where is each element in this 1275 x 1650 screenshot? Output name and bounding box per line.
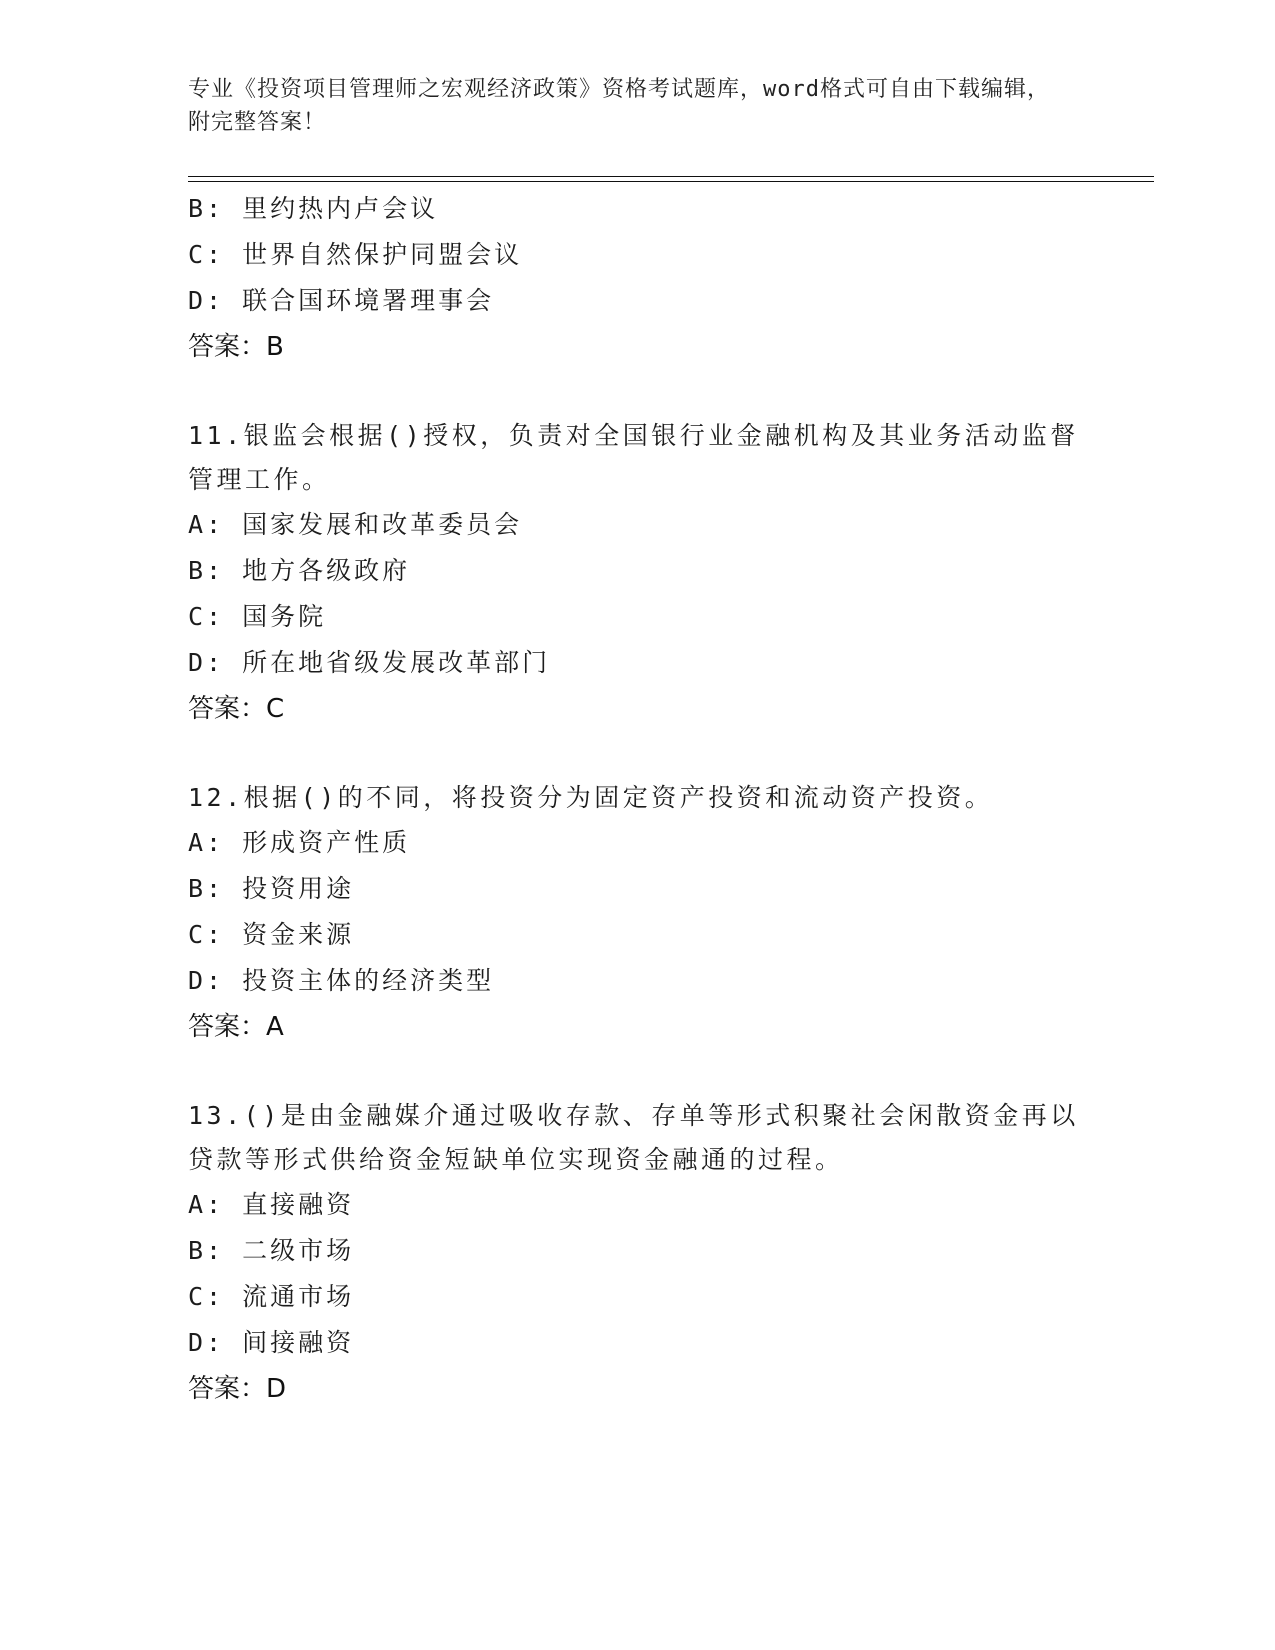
option-c: C: 世界自然保护同盟会议: [188, 240, 523, 269]
option-b: B: 二级市场: [188, 1236, 355, 1265]
question-13: [188, 1094, 1088, 1412]
question-stem-line-1: 11.银监会根据()授权，负责对全国银行业金融机构及其业务活动监督: [188, 421, 1079, 450]
spacer: [188, 732, 1088, 776]
spacer: [188, 370, 1088, 414]
option-a: A: 直接融资: [188, 1190, 355, 1219]
question-12: [188, 776, 1088, 1050]
option-c: C: 资金来源: [188, 920, 355, 949]
answer-line: 答案：C: [188, 694, 285, 724]
option-c: C: 国务院: [188, 602, 327, 631]
header-intro: 专业《投资项目管理师之宏观经济政策》资格考试题库，word格式可自由下载编辑，附完整答案！: [188, 77, 1050, 135]
option-b: B: 地方各级政府: [188, 556, 411, 585]
header-rule-bottom: [188, 181, 1154, 182]
question-stem-line-1: 13.()是由金融媒介通过吸收存款、存单等形式积聚社会闲散资金再以: [188, 1101, 1079, 1130]
question-stem-line-2: 管理工作。: [188, 465, 331, 494]
question-stem-line-2: 贷款等形式供给资金短缺单位实现资金融通的过程。: [188, 1145, 844, 1174]
option-d: D: 所在地省级发展改革部门: [188, 648, 551, 677]
option-d: D: 联合国环境署理事会: [188, 286, 495, 315]
question-stem-line-1: 12.根据()的不同，将投资分为固定资产投资和流动资产投资。: [188, 783, 994, 812]
spacer: [188, 1050, 1088, 1094]
answer-line: 答案：D: [188, 1374, 287, 1404]
answer-line: 答案：B: [188, 332, 284, 362]
option-b: B: 投资用途: [188, 874, 355, 903]
option-a: A: 形成资产性质: [188, 828, 411, 857]
option-d: D: 间接融资: [188, 1328, 355, 1357]
header-rule-top: [188, 176, 1154, 177]
option-b: B: 里约热内卢会议: [188, 194, 439, 223]
option-c: C: 流通市场: [188, 1282, 355, 1311]
question-list: [188, 186, 1088, 1412]
option-d: D: 投资主体的经济类型: [188, 966, 495, 995]
question-10-tail: [188, 186, 1088, 370]
option-a: A: 国家发展和改革委员会: [188, 510, 523, 539]
question-11: [188, 414, 1088, 732]
answer-line: 答案：A: [188, 1012, 284, 1042]
